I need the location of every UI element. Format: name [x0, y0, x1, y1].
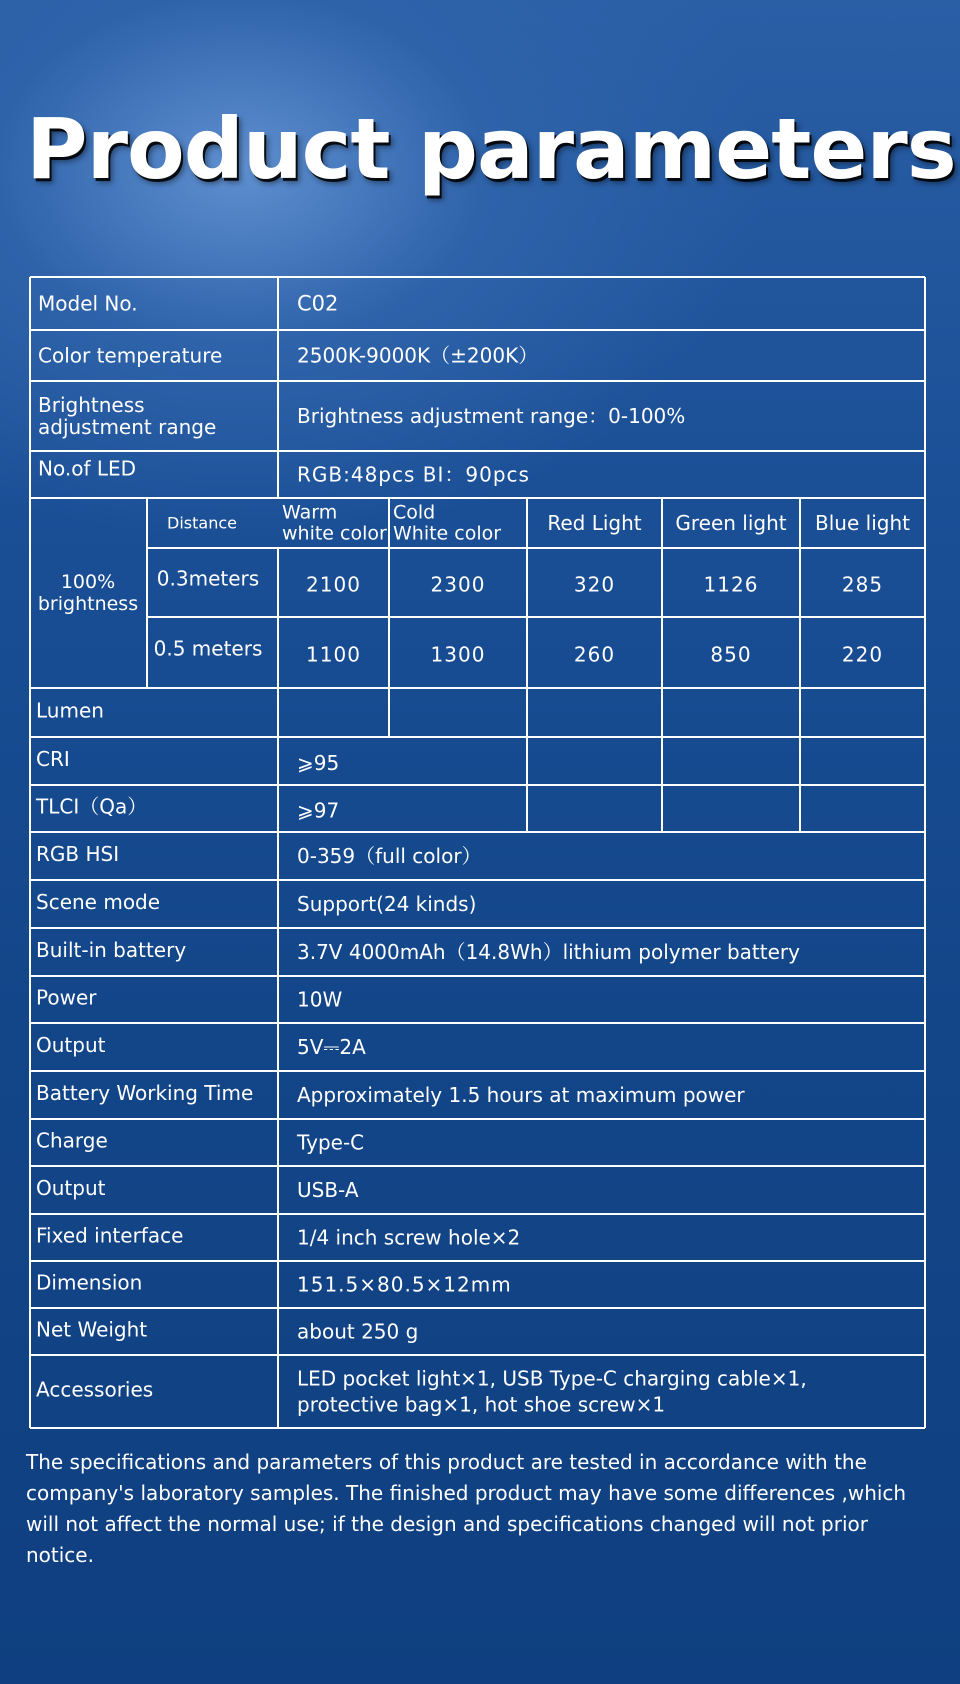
- spec-label: Dimension: [36, 1270, 143, 1295]
- spec-value: Type-C: [297, 1130, 365, 1155]
- spec-label: Battery Working Time: [36, 1081, 254, 1105]
- spec-value: USB-A: [297, 1178, 359, 1202]
- brightness-label: 100% brightness: [37, 571, 139, 615]
- brightness-column-header: Red Light: [547, 511, 642, 535]
- brightness-value: 850: [710, 642, 752, 667]
- spec-label: TLCI（Qa）: [36, 794, 148, 819]
- spec-value: 3.7V 4000mAh（14.8Wh）lithium polymer battery: [297, 940, 800, 964]
- spec-value: C02: [297, 291, 339, 316]
- brightness-value: 220: [841, 642, 884, 667]
- spec-label: Built-in battery: [36, 938, 187, 962]
- brightness-value: 285: [841, 572, 884, 597]
- spec-value: 2500K-9000K（±200K）: [297, 343, 539, 368]
- brightness-value: 1100: [306, 642, 361, 667]
- brightness-value: 320: [573, 572, 616, 597]
- spec-value: Approximately 1.5 hours at maximum power: [297, 1083, 745, 1107]
- spec-label: Output: [36, 1176, 106, 1200]
- brightness-value: 2300: [430, 572, 486, 597]
- spec-value: RGB:48pcs BI：90pcs: [297, 462, 530, 487]
- brightness-column-header: Blue light: [815, 511, 910, 535]
- brightness-column-header: Cold White color: [393, 501, 502, 545]
- spec-label: Color temperature: [38, 343, 223, 368]
- spec-value: ⩾95: [297, 751, 340, 775]
- spec-value: Support(24 kinds): [297, 892, 477, 916]
- distance-label: 0.3meters: [156, 566, 260, 591]
- spec-label: No.of LED: [38, 456, 137, 481]
- spec-label: Charge: [36, 1128, 108, 1153]
- spec-value: 0-359（full color）: [297, 844, 482, 868]
- spec-label: CRI: [36, 747, 70, 771]
- brightness-column-header: Warm white color: [282, 501, 387, 545]
- distance-header: Distance: [167, 513, 237, 533]
- spec-value: 151.5×80.5×12mm: [297, 1272, 512, 1297]
- spec-label: Output: [36, 1033, 106, 1057]
- spec-label: Lumen: [36, 698, 104, 723]
- spec-label: Brightness adjustment range: [38, 393, 217, 439]
- spec-value: Brightness adjustment range：0-100%: [297, 404, 686, 428]
- spec-label: Scene mode: [36, 890, 161, 914]
- brightness-value: 2100: [306, 572, 361, 597]
- spec-label: Power: [36, 985, 97, 1010]
- distance-label: 0.5 meters: [153, 636, 263, 661]
- brightness-value: 1300: [430, 642, 486, 667]
- spec-value: 1/4 inch screw hole×2: [297, 1225, 521, 1250]
- spec-value: 10W: [297, 987, 343, 1012]
- spec-value: ⩾97: [297, 798, 340, 823]
- spec-value: 5V⎓2A: [297, 1035, 366, 1059]
- footnote: The specifications and parameters of this product are tested in accordance with the company's laboratory samples. The finished product may have some differences ,which will not affect the normal use; if the design and specifications changed will not prior notice.: [26, 1450, 907, 1567]
- page-title: Product parameters: [26, 100, 956, 198]
- spec-value: LED pocket light×1, USB Type-C charging cable×1, protective bag×1, hot shoe screw×1: [297, 1366, 807, 1417]
- spec-value: about 250 g: [297, 1319, 419, 1344]
- spec-label: Accessories: [36, 1377, 154, 1402]
- spec-label: RGB HSI: [36, 842, 120, 866]
- brightness-column-header: Green light: [675, 511, 787, 535]
- spec-label: Net Weight: [36, 1317, 148, 1342]
- spec-label: Model No.: [38, 291, 138, 316]
- brightness-value: 1126: [703, 572, 759, 597]
- spec-label: Fixed interface: [36, 1223, 184, 1248]
- brightness-value: 260: [573, 642, 616, 667]
